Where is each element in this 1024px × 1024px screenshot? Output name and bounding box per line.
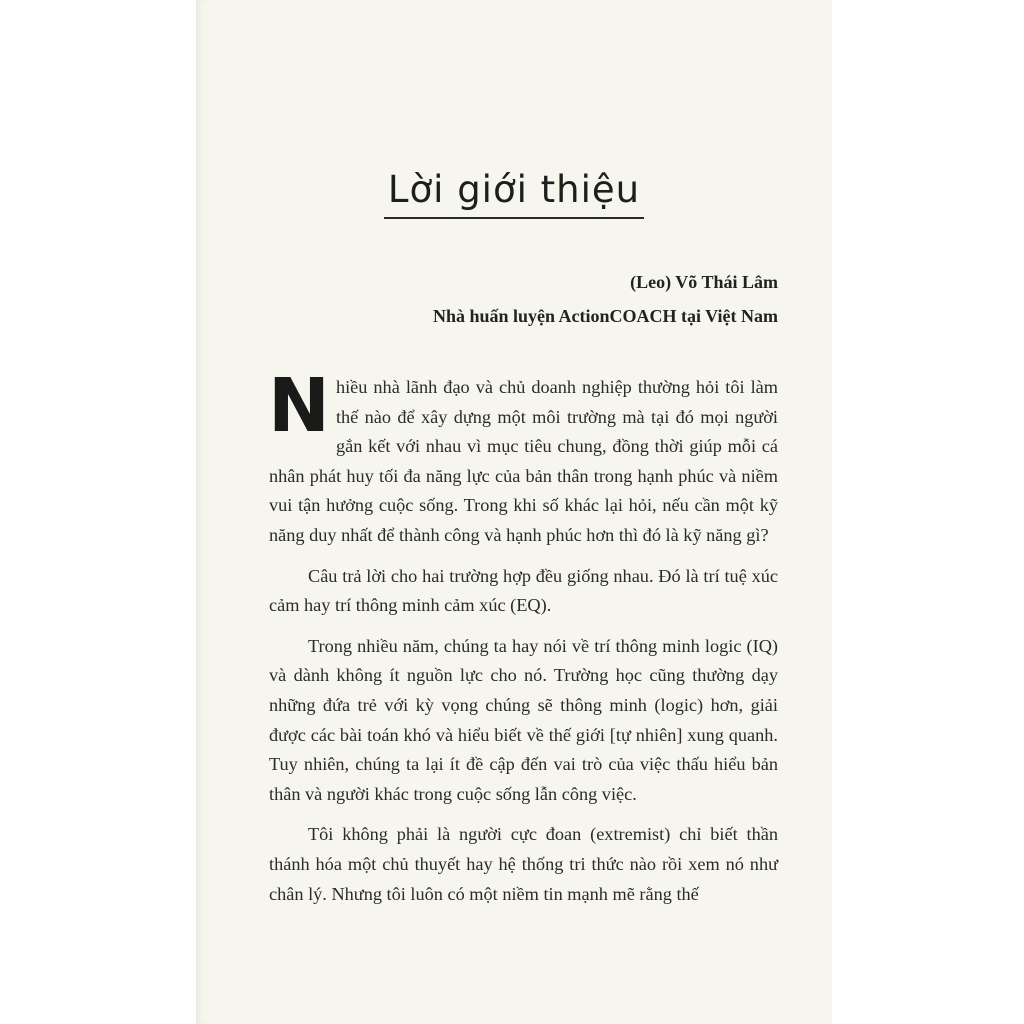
paragraph-2: Câu trả lời cho hai trường hợp đều giống nhau. Đó là trí tuệ xúc cảm hay trí thông minh cảm xúc (EQ). <box>269 565 778 616</box>
title-block <box>196 168 832 219</box>
paragraph-4: Tôi không phải là người cực đoan (extremist) chỉ biết thần thánh hóa một chủ thuyết hay hệ thống tri thức nào rồi xem nó như chân lý. Nhưng tôi luôn có một niềm tin mạnh mẽ rằng thế <box>269 824 778 904</box>
body-text <box>268 363 778 920</box>
paragraph-1 <box>268 363 778 551</box>
paragraph-3: Trong nhiều năm, chúng ta hay nói về trí thông minh logic (IQ) và dành không ít nguồn lực cho nó. Trường học cũng thường dạy những đứa trẻ với kỳ vọng chúng sẽ thông minh (logic) hơn, giải được các bài toán khó và hiểu biết về thế giới [tự nhiên] xung quanh. Tuy nhiên, chúng ta lại ít đề cập đến vai trò của việc thấu hiểu bản thân và người khác trong cuộc sống lẫn công việc. <box>269 635 778 804</box>
book-page <box>196 0 832 1024</box>
drop-cap: N <box>268 363 330 449</box>
author-role: Nhà huấn luyện ActionCOACH tại Việt Nam <box>432 306 778 326</box>
chapter-title: Lời giới thiệu <box>384 168 644 219</box>
author-block <box>433 265 778 333</box>
author-name: (Leo) Võ Thái Lâm <box>630 272 778 292</box>
paragraph-1-text: hiều nhà lãnh đạo và chủ doanh nghiệp thường hỏi tôi làm thế nào để xây dựng một môi trường mà tại đó mọi người gắn kết với nhau vì mục tiêu chung, đồng thời giúp mỗi cá nhân phát huy tối đa năng lực của bản thân trong hạnh phúc và niềm vui tận hưởng cuộc sống. Trong khi số khác lại hỏi, nếu cần một kỹ năng duy nhất để thành công và hạnh phúc hơn thì đó là kỹ năng gì? <box>269 377 778 545</box>
